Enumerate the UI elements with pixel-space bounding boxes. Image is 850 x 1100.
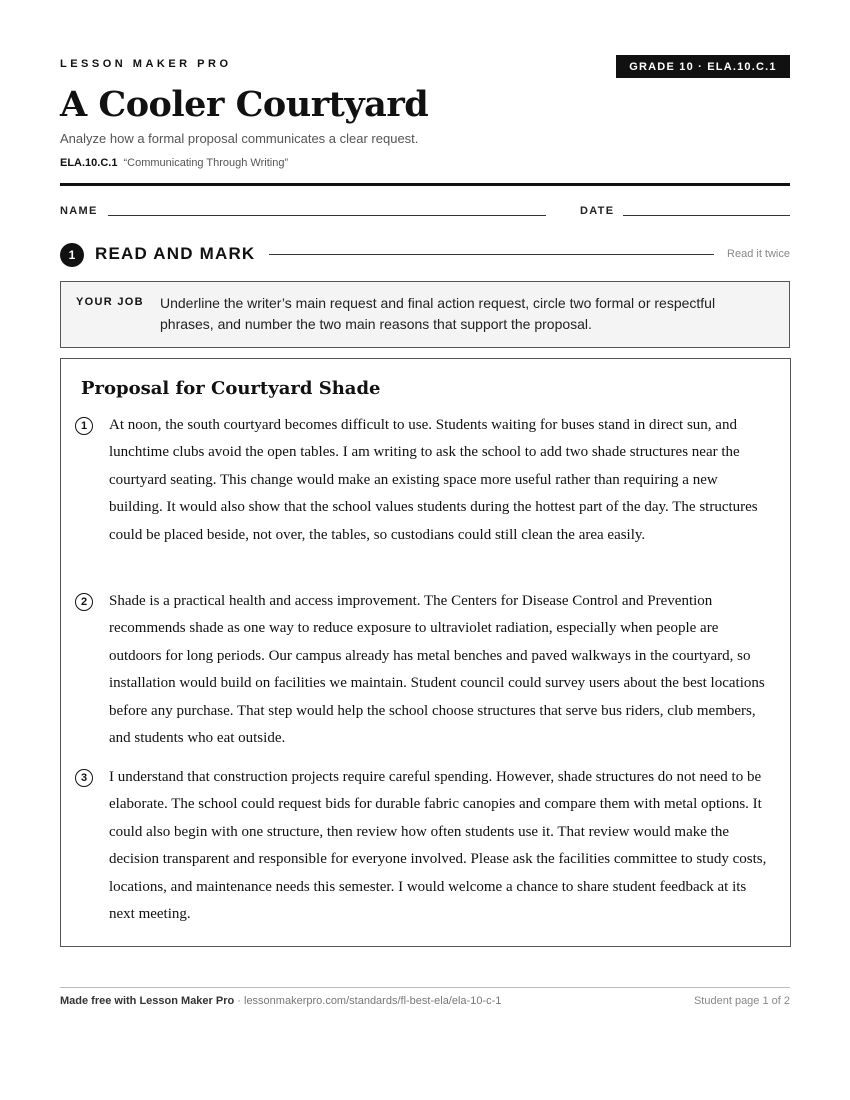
section-header [60,243,790,267]
name-field[interactable] [108,215,546,216]
footer-divider [60,987,790,988]
section-rule [269,254,714,255]
reading-passage [60,358,791,947]
section-note: Read it twice [727,248,790,260]
footer-separator: · [234,995,244,1007]
task-box [60,281,790,348]
header-divider [60,183,790,186]
task-label: YOUR JOB [76,296,144,308]
passage-title: Proposal for Courtyard Shade [81,378,381,399]
standard-name: “Communicating Through Writing” [123,157,289,169]
paragraph-number-icon: 2 [75,593,93,611]
footer-credit [60,995,501,1007]
standard-line [60,157,288,169]
footer-made-with: Made free with Lesson Maker Pro [60,995,235,1007]
paragraph-text: Shade is a practical health and access improvement. The Centers for Disease Control and Prevention recommends shade as one way to reduce exposure to ultraviolet radiation, especially when people are outdoors for long periods. Our campus already has metal benches and paved walkways in the courtyard, so installation would build on facilities we maintain. Student council could survey users about the best locations before any purchase. That step would help the school choose structures that serve bus riders, club members, and students who eat outside. [109,593,765,747]
standard-code: ELA.10.C.1 [60,157,118,169]
grade-badge: GRADE 10 · ELA.10.C.1 [616,55,790,78]
paragraph-text: I understand that construction projects require careful spending. However, shade structures do not need to be elaborate. The school could request bids for durable fabric canopies and compare them with metal options. It could also begin with one structure, then review how often students use it. That review would make the decision transparent and responsible for everyone involved. Please ask the facilities committee to study costs, locations, and maintenance needs this semester. I would welcome a chance to share student feedback at its next meeting. [109,769,767,923]
section-number-badge: 1 [60,243,84,267]
task-instructions: Underline the writer’s main request and final action request, circle two formal or respectful phrases, and number the two main reasons that support the proposal. [160,295,716,332]
name-label: NAME [60,205,98,217]
paragraph-text: At noon, the south courtyard becomes difficult to use. Students waiting for buses stand in direct sun, and lunchtime clubs avoid the open tables. I am writing to ask the school to add two shade structures near the courtyard seating. This change would make an existing space more useful rather than requiring a new building. It would also show that the school values students during the hottest part of the day. The structures could be placed beside, not over, the tables, so custodians could still clean the area easily. [109,417,758,543]
page-subtitle: Analyze how a formal proposal communicates a clear request. [60,131,419,146]
paragraph-number-icon: 1 [75,417,93,435]
date-field[interactable] [623,215,790,216]
page-title: A Cooler Courtyard [60,84,429,125]
brand-name: LESSON MAKER PRO [60,58,232,70]
page-number: Student page 1 of 2 [693,995,790,1007]
date-label: DATE [580,205,615,217]
footer-url[interactable]: lessonmakerpro.com/standards/fl-best-ela/ela-10-c-1 [244,995,502,1007]
paragraph-number-icon: 3 [75,769,93,787]
section-title: READ AND MARK [95,244,256,263]
